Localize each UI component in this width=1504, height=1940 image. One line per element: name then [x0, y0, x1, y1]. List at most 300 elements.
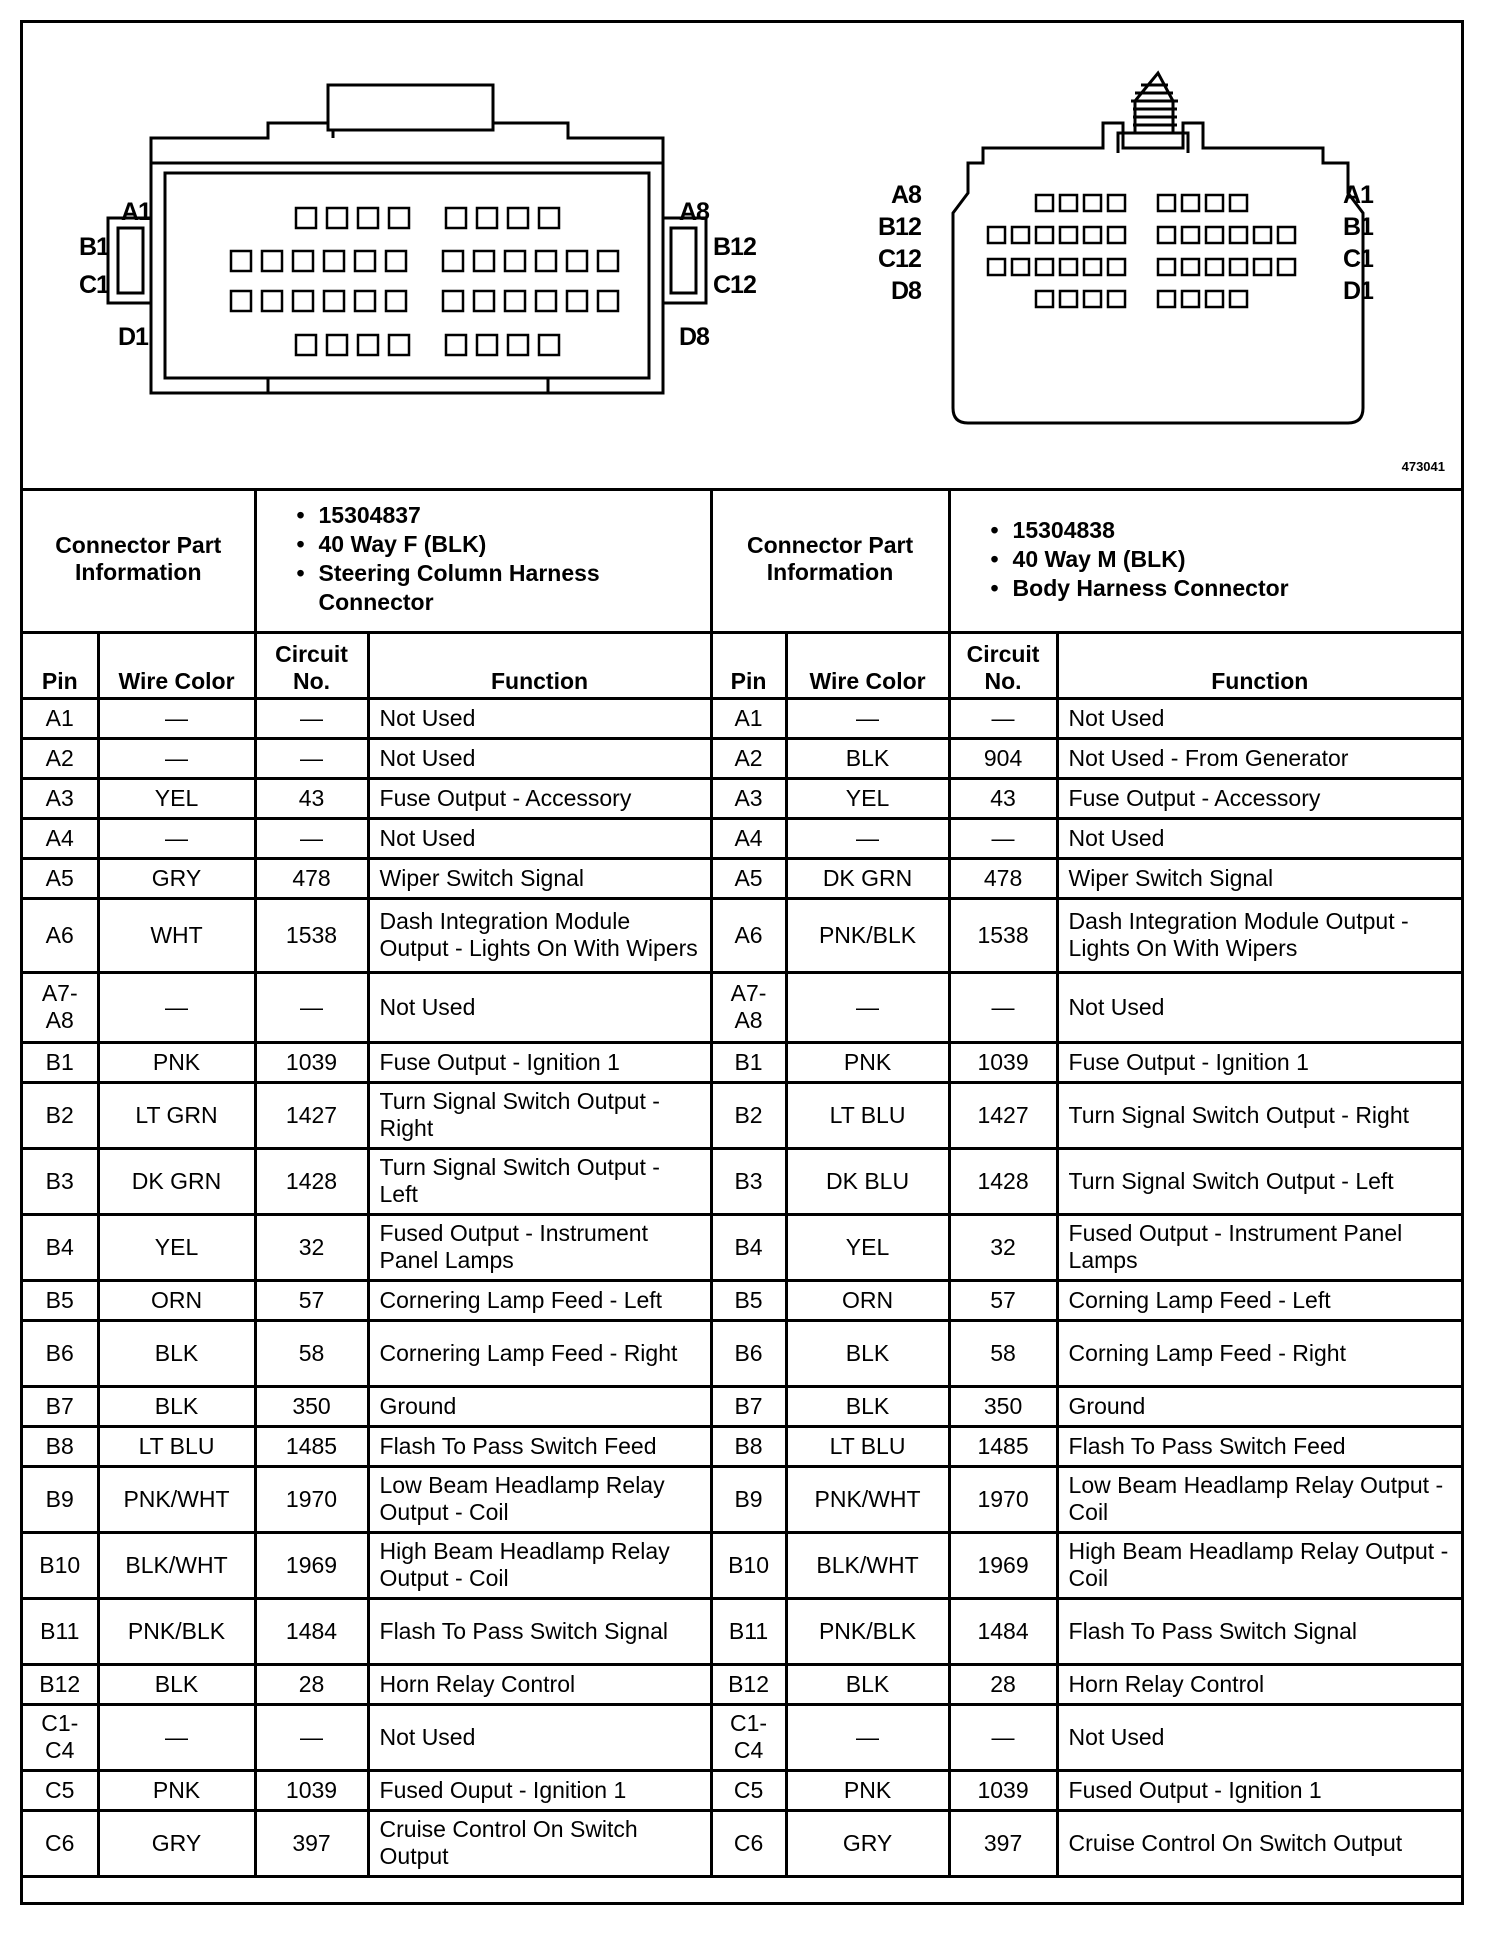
pin-cavity — [505, 251, 525, 271]
pin-cavity — [1108, 259, 1125, 275]
pin-cell: B4 — [23, 1214, 98, 1280]
pin-cavity — [293, 251, 313, 271]
pin-cavity — [1230, 195, 1247, 211]
pin-cavity — [1108, 227, 1125, 243]
table-row — [23, 818, 1461, 858]
wire-color-cell: BLK — [98, 1320, 255, 1386]
pin-cavity — [1254, 227, 1271, 243]
pin-cavity — [1084, 195, 1101, 211]
figure-number: 473041 — [1401, 459, 1445, 474]
pin-cavity — [1036, 195, 1053, 211]
function-cell: Fuse Output - Ignition 1 — [1057, 1042, 1461, 1082]
pin-cavity — [355, 251, 375, 271]
pin-cavity — [1036, 259, 1053, 275]
circuit-cell: 397 — [949, 1810, 1057, 1876]
wire-color-cell: YEL — [98, 1214, 255, 1280]
connector-info-details — [255, 488, 711, 632]
pin-cell: A1 — [711, 698, 786, 738]
table-row — [23, 1704, 1461, 1770]
pin-cavity — [1278, 259, 1295, 275]
left-connector-row-label: C1 — [79, 271, 109, 299]
circuit-cell: 1484 — [949, 1598, 1057, 1664]
function-cell: Ground — [368, 1386, 711, 1426]
pinout-table — [23, 488, 1461, 1878]
pin-cell: B5 — [23, 1280, 98, 1320]
table-row — [23, 1280, 1461, 1320]
pin-cell: C5 — [711, 1770, 786, 1810]
pin-cavity — [598, 291, 618, 311]
pin-cell: B12 — [711, 1664, 786, 1704]
female-connector-cavities — [231, 208, 618, 355]
wire-color-cell: YEL — [786, 1214, 949, 1280]
function-cell: Corning Lamp Feed - Left — [1057, 1280, 1461, 1320]
wire-color-cell: — — [786, 818, 949, 858]
pin-cavity — [1230, 227, 1247, 243]
pin-cavity — [477, 335, 497, 355]
circuit-cell: 32 — [255, 1214, 368, 1280]
connector-part-number: • 15304838 — [1013, 516, 1456, 545]
table-row — [23, 1214, 1461, 1280]
table-row — [23, 1042, 1461, 1082]
function-cell: Flash To Pass Switch Signal — [368, 1598, 711, 1664]
pin-cell: B1 — [711, 1042, 786, 1082]
wire-color-cell: DK GRN — [786, 858, 949, 898]
wire-color-cell: — — [786, 698, 949, 738]
left-connector-row-label: D1 — [118, 323, 148, 351]
pin-cell: B12 — [23, 1664, 98, 1704]
wire-color-cell: GRY — [786, 1810, 949, 1876]
pin-cavity — [327, 208, 347, 228]
connector-diagram — [23, 23, 1461, 491]
left-connector-row-label: A1 — [121, 198, 151, 226]
circuit-cell: 1428 — [949, 1148, 1057, 1214]
function-cell: Low Beam Headlamp Relay Output - Coil — [368, 1466, 711, 1532]
pin-cell: A3 — [23, 778, 98, 818]
function-cell: Wiper Switch Signal — [368, 858, 711, 898]
circuit-cell: — — [255, 698, 368, 738]
connector-part-number: • 15304837 — [319, 501, 704, 530]
right-connector-row-label: B12 — [878, 213, 921, 241]
function-cell: Cornering Lamp Feed - Left — [368, 1280, 711, 1320]
left-connector-row-label: D8 — [679, 323, 709, 351]
pin-cell: B2 — [711, 1082, 786, 1148]
function-cell: Fuse Output - Ignition 1 — [368, 1042, 711, 1082]
connector-info-label: Connector Part Information — [711, 488, 949, 632]
circuit-cell: 43 — [255, 778, 368, 818]
wire-color-cell: GRY — [98, 1810, 255, 1876]
function-cell: Dash Integration Module Output - Lights On With Wipers — [1057, 898, 1461, 972]
circuit-cell: 1039 — [255, 1042, 368, 1082]
pin-cavity — [1206, 227, 1223, 243]
column-header-circuit: Circuit No. — [949, 632, 1057, 698]
wire-color-cell: WHT — [98, 898, 255, 972]
pin-cell: A6 — [23, 898, 98, 972]
right-connector-row-label: C12 — [878, 245, 921, 273]
circuit-cell: 58 — [255, 1320, 368, 1386]
pin-cavity — [567, 251, 587, 271]
circuit-cell: — — [255, 972, 368, 1042]
wire-color-cell: BLK — [98, 1664, 255, 1704]
table-row — [23, 1320, 1461, 1386]
pin-cavity — [508, 335, 528, 355]
pin-cavity — [1182, 291, 1199, 307]
wire-color-cell: — — [98, 698, 255, 738]
wire-color-cell: BLK — [786, 1664, 949, 1704]
circuit-cell: 397 — [255, 1810, 368, 1876]
pin-cavity — [389, 335, 409, 355]
circuit-cell: 1538 — [255, 898, 368, 972]
connector-type: • 40 Way F (BLK) — [319, 530, 704, 559]
wire-color-cell: — — [786, 1704, 949, 1770]
pin-cavity — [567, 291, 587, 311]
pin-cavity — [296, 208, 316, 228]
pin-cavity — [536, 251, 556, 271]
pin-cavity — [443, 251, 463, 271]
circuit-cell: 1538 — [949, 898, 1057, 972]
column-header-wire-color: Wire Color — [98, 632, 255, 698]
function-cell: Not Used — [368, 738, 711, 778]
left-connector-row-label: A8 — [679, 198, 709, 226]
wire-color-cell: LT BLU — [98, 1426, 255, 1466]
pin-cell: B11 — [23, 1598, 98, 1664]
pin-cavity — [262, 251, 282, 271]
circuit-cell: 1039 — [949, 1042, 1057, 1082]
pin-cavity — [262, 291, 282, 311]
pin-cavity — [386, 251, 406, 271]
pin-cell: A1 — [23, 698, 98, 738]
function-cell: Fuse Output - Accessory — [1057, 778, 1461, 818]
circuit-cell: 1970 — [949, 1466, 1057, 1532]
pin-cavity — [1206, 291, 1223, 307]
circuit-cell: — — [949, 818, 1057, 858]
pin-cell: A7-A8 — [23, 972, 98, 1042]
function-cell: Fuse Output - Accessory — [368, 778, 711, 818]
circuit-cell: — — [255, 818, 368, 858]
pin-cell: B3 — [711, 1148, 786, 1214]
wire-color-cell: BLK/WHT — [786, 1532, 949, 1598]
pin-cell: B8 — [23, 1426, 98, 1466]
table-row — [23, 738, 1461, 778]
pin-cell: A6 — [711, 898, 786, 972]
column-header-function: Function — [1057, 632, 1461, 698]
connector-description: • Steering Column Harness Connector — [319, 559, 704, 617]
document-frame — [20, 20, 1464, 1905]
pin-cavity — [1182, 259, 1199, 275]
circuit-cell: 350 — [949, 1386, 1057, 1426]
pin-cavity — [1060, 291, 1077, 307]
pin-cell: A3 — [711, 778, 786, 818]
circuit-cell: 1970 — [255, 1466, 368, 1532]
wire-color-cell: LT BLU — [786, 1082, 949, 1148]
wire-color-cell: DK BLU — [786, 1148, 949, 1214]
wire-color-cell: PNK/BLK — [786, 898, 949, 972]
wire-color-cell: PNK/WHT — [98, 1466, 255, 1532]
pin-cell: A4 — [23, 818, 98, 858]
right-connector-row-label: B1 — [1343, 213, 1373, 241]
pin-cavity — [539, 335, 559, 355]
pin-cell: A5 — [711, 858, 786, 898]
pin-cell: B11 — [711, 1598, 786, 1664]
circuit-cell: 58 — [949, 1320, 1057, 1386]
circuit-cell: 904 — [949, 738, 1057, 778]
column-header-row — [23, 632, 1461, 698]
wire-color-cell: — — [98, 972, 255, 1042]
connector-description: • Body Harness Connector — [1013, 574, 1456, 603]
table-row — [23, 1466, 1461, 1532]
pin-cavity — [477, 208, 497, 228]
function-cell: Horn Relay Control — [368, 1664, 711, 1704]
function-cell: Corning Lamp Feed - Right — [1057, 1320, 1461, 1386]
wire-color-cell: YEL — [786, 778, 949, 818]
circuit-cell: 478 — [255, 858, 368, 898]
pin-cell: B10 — [23, 1532, 98, 1598]
wire-color-cell: BLK — [98, 1386, 255, 1426]
pin-cavity — [327, 335, 347, 355]
pin-cavity — [1158, 227, 1175, 243]
wire-color-cell: PNK/BLK — [786, 1598, 949, 1664]
function-cell: Dash Integration Module Output - Lights On With Wipers — [368, 898, 711, 972]
wire-color-cell: ORN — [786, 1280, 949, 1320]
function-cell: Not Used — [1057, 1704, 1461, 1770]
pin-cavity — [1012, 227, 1029, 243]
pin-cavity — [508, 208, 528, 228]
pin-cavity — [474, 251, 494, 271]
function-cell: Not Used — [368, 818, 711, 858]
left-connector-row-label: B12 — [713, 233, 756, 261]
pin-cell: C1-C4 — [711, 1704, 786, 1770]
pin-cavity — [1230, 291, 1247, 307]
table-row — [23, 698, 1461, 738]
pin-cavity — [1060, 227, 1077, 243]
pin-cavity — [1084, 291, 1101, 307]
wire-color-cell: PNK/WHT — [786, 1466, 949, 1532]
pin-cell: B6 — [23, 1320, 98, 1386]
circuit-cell: — — [949, 1704, 1057, 1770]
connector-info-label: Connector Part Information — [23, 488, 255, 632]
function-cell: Flash To Pass Switch Signal — [1057, 1598, 1461, 1664]
circuit-cell: 478 — [949, 858, 1057, 898]
wire-color-cell: ORN — [98, 1280, 255, 1320]
pin-cell: B7 — [23, 1386, 98, 1426]
function-cell: High Beam Headlamp Relay Output - Coil — [1057, 1532, 1461, 1598]
pin-cavity — [324, 251, 344, 271]
pin-cell: A4 — [711, 818, 786, 858]
table-row — [23, 1082, 1461, 1148]
wire-color-cell: BLK — [786, 738, 949, 778]
pin-cell: B9 — [711, 1466, 786, 1532]
circuit-cell: 1427 — [949, 1082, 1057, 1148]
pin-cell: A5 — [23, 858, 98, 898]
pin-cavity — [1206, 195, 1223, 211]
wire-color-cell: LT GRN — [98, 1082, 255, 1148]
pin-cavity — [1084, 227, 1101, 243]
function-cell: Fused Output - Instrument Panel Lamps — [368, 1214, 711, 1280]
right-connector-row-label: D1 — [1343, 277, 1373, 305]
circuit-cell: 57 — [949, 1280, 1057, 1320]
function-cell: Flash To Pass Switch Feed — [1057, 1426, 1461, 1466]
pin-cavity — [386, 291, 406, 311]
circuit-cell: 1969 — [255, 1532, 368, 1598]
circuit-cell: 1969 — [949, 1532, 1057, 1598]
function-cell: Flash To Pass Switch Feed — [368, 1426, 711, 1466]
left-connector-row-label: C12 — [713, 271, 756, 299]
pin-cavity — [446, 208, 466, 228]
male-connector-cavities — [988, 195, 1295, 307]
pin-cell: B2 — [23, 1082, 98, 1148]
pin-cavity — [358, 335, 378, 355]
function-cell: Wiper Switch Signal — [1057, 858, 1461, 898]
pin-cavity — [536, 291, 556, 311]
column-header-pin: Pin — [711, 632, 786, 698]
wire-color-cell: — — [98, 818, 255, 858]
pin-cell: B8 — [711, 1426, 786, 1466]
pin-cavity — [446, 335, 466, 355]
table-row — [23, 1532, 1461, 1598]
pin-cell: C6 — [23, 1810, 98, 1876]
circuit-cell: 1485 — [255, 1426, 368, 1466]
pin-cavity — [1278, 227, 1295, 243]
function-cell: Turn Signal Switch Output - Right — [1057, 1082, 1461, 1148]
table-row — [23, 1770, 1461, 1810]
function-cell: Not Used — [1057, 698, 1461, 738]
table-row — [23, 1426, 1461, 1466]
wire-color-cell: LT BLU — [786, 1426, 949, 1466]
pin-cavity — [1084, 259, 1101, 275]
pin-cavity — [324, 291, 344, 311]
pin-cavity — [1158, 259, 1175, 275]
pin-cavity — [1182, 195, 1199, 211]
pin-cell: A7-A8 — [711, 972, 786, 1042]
table-row — [23, 1664, 1461, 1704]
connector-info-row — [23, 488, 1461, 632]
table-row — [23, 898, 1461, 972]
wire-color-cell: PNK — [98, 1042, 255, 1082]
function-cell: Not Used — [1057, 972, 1461, 1042]
pin-cavity — [1036, 291, 1053, 307]
pin-cell: C6 — [711, 1810, 786, 1876]
pin-cell: B5 — [711, 1280, 786, 1320]
wire-color-cell: BLK — [786, 1320, 949, 1386]
right-connector-row-label: A8 — [891, 181, 921, 209]
circuit-cell: 1039 — [255, 1770, 368, 1810]
pin-cavity — [1230, 259, 1247, 275]
pin-cavity — [988, 259, 1005, 275]
circuit-cell: 350 — [255, 1386, 368, 1426]
column-header-wire-color: Wire Color — [786, 632, 949, 698]
table-row — [23, 1386, 1461, 1426]
pin-cell: B10 — [711, 1532, 786, 1598]
column-header-circuit: Circuit No. — [255, 632, 368, 698]
pin-cavity — [1182, 227, 1199, 243]
function-cell: Cornering Lamp Feed - Right — [368, 1320, 711, 1386]
function-cell: Fused Ouput - Ignition 1 — [368, 1770, 711, 1810]
right-connector-row-label: D8 — [891, 277, 921, 305]
table-row — [23, 1810, 1461, 1876]
circuit-cell: 28 — [949, 1664, 1057, 1704]
pin-cell: B9 — [23, 1466, 98, 1532]
circuit-cell: 32 — [949, 1214, 1057, 1280]
pin-cavity — [1108, 195, 1125, 211]
wire-color-cell: PNK — [98, 1770, 255, 1810]
function-cell: Horn Relay Control — [1057, 1664, 1461, 1704]
right-connector-row-label: A1 — [1343, 181, 1373, 209]
circuit-cell: 28 — [255, 1664, 368, 1704]
pin-cell: A2 — [23, 738, 98, 778]
function-cell: Ground — [1057, 1386, 1461, 1426]
right-connector-row-label: C1 — [1343, 245, 1373, 273]
pin-cavity — [1036, 227, 1053, 243]
pin-cell: C1-C4 — [23, 1704, 98, 1770]
wire-color-cell: PNK/BLK — [98, 1598, 255, 1664]
function-cell: Not Used — [368, 698, 711, 738]
table-row — [23, 778, 1461, 818]
pin-cell: A2 — [711, 738, 786, 778]
pin-cavity — [1060, 195, 1077, 211]
pin-cavity — [1060, 259, 1077, 275]
function-cell: Not Used — [368, 972, 711, 1042]
pin-cavity — [1012, 259, 1029, 275]
circuit-cell: 1485 — [949, 1426, 1057, 1466]
function-cell: Cruise Control On Switch Output — [1057, 1810, 1461, 1876]
pin-cavity — [231, 291, 251, 311]
circuit-cell: 1428 — [255, 1148, 368, 1214]
wire-color-cell: YEL — [98, 778, 255, 818]
pin-cell: B6 — [711, 1320, 786, 1386]
column-header-pin: Pin — [23, 632, 98, 698]
pin-cavity — [598, 251, 618, 271]
pin-cell: B3 — [23, 1148, 98, 1214]
pin-cavity — [231, 251, 251, 271]
circuit-cell: — — [949, 972, 1057, 1042]
wire-color-cell: BLK — [786, 1386, 949, 1426]
circuit-cell: 1484 — [255, 1598, 368, 1664]
pin-cavity — [293, 291, 313, 311]
circuit-cell: — — [949, 698, 1057, 738]
wire-color-cell: — — [786, 972, 949, 1042]
table-row — [23, 1148, 1461, 1214]
left-connector-row-label: B1 — [79, 233, 109, 261]
pin-cell: C5 — [23, 1770, 98, 1810]
function-cell: Not Used — [368, 1704, 711, 1770]
pin-cell: B1 — [23, 1042, 98, 1082]
function-cell: Not Used — [1057, 818, 1461, 858]
table-row — [23, 1598, 1461, 1664]
function-cell: Fused Output - Ignition 1 — [1057, 1770, 1461, 1810]
wire-color-cell: DK GRN — [98, 1148, 255, 1214]
function-cell: Turn Signal Switch Output - Left — [368, 1148, 711, 1214]
circuit-cell: 1427 — [255, 1082, 368, 1148]
male-connector-drawing — [953, 73, 1363, 423]
table-row — [23, 972, 1461, 1042]
wire-color-cell: GRY — [98, 858, 255, 898]
pin-cell: B7 — [711, 1386, 786, 1426]
connector-info-details — [949, 488, 1461, 632]
pin-cavity — [1158, 291, 1175, 307]
pin-cavity — [505, 291, 525, 311]
circuit-cell: — — [255, 1704, 368, 1770]
circuit-cell: 43 — [949, 778, 1057, 818]
function-cell: Fused Output - Instrument Panel Lamps — [1057, 1214, 1461, 1280]
pin-cavity — [358, 208, 378, 228]
wire-color-cell: — — [98, 1704, 255, 1770]
pin-cavity — [355, 291, 375, 311]
pin-cavity — [296, 335, 316, 355]
wire-color-cell: PNK — [786, 1770, 949, 1810]
pin-cavity — [1158, 195, 1175, 211]
wire-color-cell: PNK — [786, 1042, 949, 1082]
wire-color-cell: BLK/WHT — [98, 1532, 255, 1598]
pin-cavity — [1254, 259, 1271, 275]
